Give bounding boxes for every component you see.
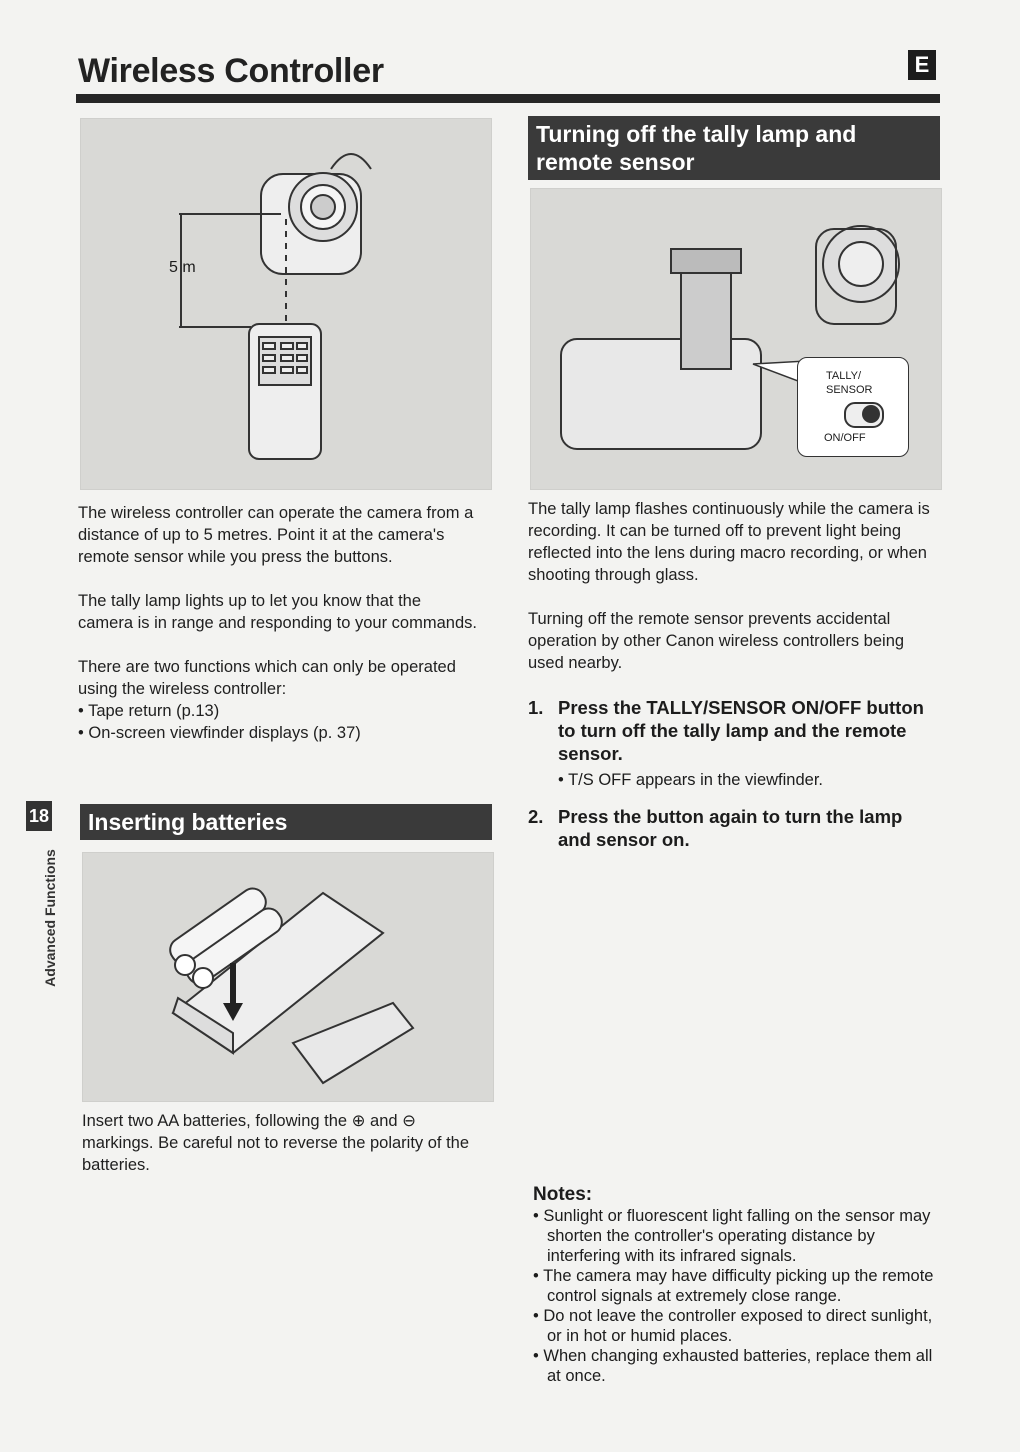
battery-drawing: [83, 853, 493, 1101]
tally-sensor-callout: [797, 357, 909, 457]
distance-label: 5 m: [169, 259, 196, 276]
intro-paragraph: The wireless controller can operate the camera from a distance of up to 5 metres. Point it at the camera's remote sensor while you press the buttons.: [78, 504, 474, 566]
step-1: [528, 696, 940, 792]
functions-list: [78, 700, 478, 744]
list-item: • Sunlight or fluorescent light falling on the sensor may shorten the controller's operating distance by interfering with its infrared signals.: [533, 1206, 937, 1266]
tally-paragraph: The tally lamp lights up to let you know that the camera is in range and responding to your commands.: [78, 592, 477, 632]
camera-remote-drawing: [81, 119, 491, 489]
callout-label-2: SENSOR: [826, 384, 873, 396]
batteries-illustration: [82, 852, 494, 1102]
step-note: • T/S OFF appears in the viewfinder.: [558, 771, 824, 789]
section-label: Advanced Functions: [42, 849, 58, 987]
tally-text: [528, 498, 940, 696]
step-2: [528, 805, 940, 851]
page-title: Wireless Controller: [78, 52, 384, 90]
callout-label-3: ON/OFF: [824, 432, 866, 444]
language-badge: E: [908, 50, 936, 80]
tally-flash-paragraph: The tally lamp flashes continuously while the camera is recording. It can be turned off to prevent light being reflected into the lens during macro recording, or when shooting through glass.: [528, 500, 930, 584]
title-rule: [76, 94, 940, 103]
list-item: • Tape return (p.13): [78, 700, 478, 722]
range-illustration: [80, 118, 492, 490]
functions-paragraph: There are two functions which can only be operated using the wireless controller:: [78, 658, 456, 698]
batteries-text: Insert two AA batteries, following the ⊕ and ⊖ markings. Be careful not to reverse the polarity of the batteries.: [82, 1112, 470, 1174]
step-number: 2.: [528, 806, 544, 827]
callout-label-1: TALLY/: [826, 370, 862, 382]
page-number: 18: [26, 801, 52, 831]
sensor-paragraph: Turning off the remote sensor prevents accidental operation by other Canon wireless controllers being used nearby.: [528, 610, 905, 672]
batteries-heading: Inserting batteries: [80, 804, 492, 840]
step-text: Press the button again to turn the lamp and sensor on.: [558, 806, 903, 850]
notes-title: Notes:: [533, 1184, 593, 1205]
notes-list: [533, 1206, 937, 1386]
tally-heading: Turning off the tally lamp and remote sensor: [528, 116, 940, 180]
remote-controller-icon: [249, 324, 321, 459]
list-item: • The camera may have difficulty picking up the remote control signals at extremely close range.: [533, 1266, 937, 1306]
list-item: • When changing exhausted batteries, replace them all at once.: [533, 1346, 937, 1386]
tally-illustration: [530, 188, 942, 490]
step-number: 1.: [528, 697, 544, 718]
left-text: [78, 502, 478, 744]
list-item: • On-screen viewfinder displays (p. 37): [78, 722, 478, 744]
step-text: Press the TALLY/SENSOR ON/OFF button to turn off the tally lamp and the remote sensor.: [558, 697, 924, 764]
list-item: • Do not leave the controller exposed to direct sunlight, or in hot or humid places.: [533, 1306, 937, 1346]
tally-sensor-switch-icon[interactable]: [844, 402, 884, 428]
